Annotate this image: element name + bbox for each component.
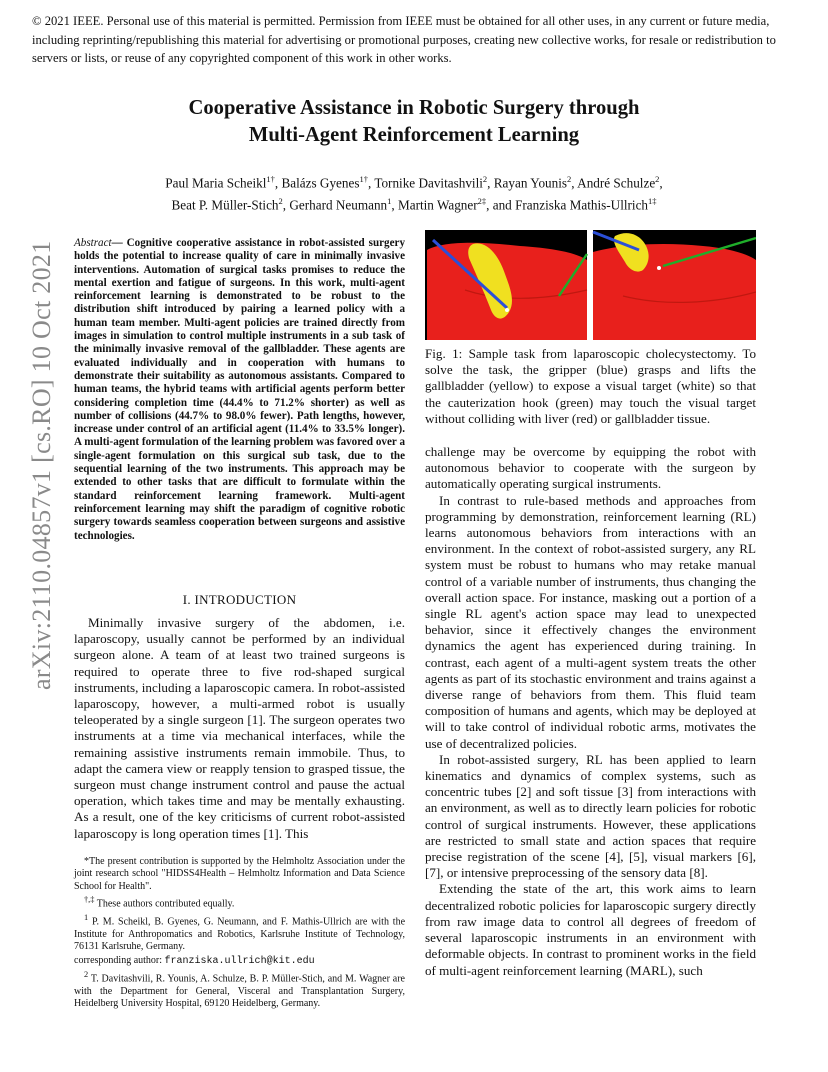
body-paragraph: Extending the state of the art, this work aims to learn decentralized robotic policies for laparoscopic surgery directly from raw image data to control all degrees of freedom of several laparoscopic instruments in an environment with deformable objects. In contrast to prominent works in the field of multi-agent reinforcement learning (MARL), such	[425, 881, 756, 978]
figure-1-images	[425, 230, 756, 340]
author-affiliation-mark: 1†	[359, 174, 368, 184]
author-name: Paul Maria Scheikl	[165, 175, 267, 191]
corresponding-email[interactable]: franziska.ullrich@kit.edu	[164, 955, 315, 967]
paper-title	[80, 95, 748, 149]
author-name: Tornike Davitashvili	[374, 175, 483, 191]
section-heading: I. INTRODUCTION	[182, 592, 297, 607]
body-paragraph: Minimally invasive surgery of the abdomen, i.e. laparoscopy, usually cannot be performed by an individual surgeon alone. A team of at least two trained surgeons is required to operate three to five rod-shaped surgical instruments, including a laparoscopic camera. In robot-assisted laparoscopy, however, a multi-armed robot is usually teleoperated by a single surgeon [1]. The surgeon operates two instruments at a time via mechanical interfaces, while the remaining assistive instruments remain immobile. Thus, to adapt the camera view or reapply tension to grasped tissue, the surgeon must change instrument control and pause the actual operation, which takes time and may be mentally exhausting. As a result, one of the key criticisms of current robot-assisted laparoscopy is long operation times [1]. This	[74, 615, 405, 841]
liver-tissue	[593, 244, 756, 340]
author-name: Franziska Mathis-Ullrich	[515, 197, 649, 213]
author-line-1: Paul Maria Scheikl$^{1\dagger}$, Balázs Gyenes$^{1\dagger}$, Tornike Davitashvili$^2$, Rayan Younis$^2$, André Schulze$^2$,	[165, 174, 663, 191]
visual-target	[657, 266, 661, 270]
intro-left-column	[74, 615, 405, 842]
figure-panel-left	[425, 230, 587, 340]
author-name: Beat P. Müller-Stich	[171, 197, 279, 213]
author-affiliation-mark: 2	[278, 196, 283, 207]
abstract-label: Abstract	[74, 237, 112, 249]
figure-1-caption: Fig. 1: Sample task from laparoscopic cholecystectomy. To solve the task, the gripper (blue) grasps and lifts the gallbladder (yellow) to expose a visual target (white) so that the cauterization hook (green) may touch the visual target without colliding with liver (red) or gallbladder tissue.	[425, 346, 756, 426]
author-affiliation-mark: 2‡	[477, 196, 487, 207]
author-affiliation-mark: 2	[567, 174, 572, 184]
intro-right-column	[425, 444, 756, 979]
footnote-equal-contribution: †,‡ These authors contributed equally.	[84, 895, 235, 910]
arxiv-watermark: arXiv:2110.04857v1 [cs.RO] 10 Oct 2021	[27, 240, 56, 690]
body-paragraph: In robot-assisted surgery, RL has been applied to learn kinematics and dynamics of complex systems, such as concentric tubes [2] and soft tissue [3] from interactions with an environment, as well as to directly learn policies for robotic control of surgical instruments. However, these applications are restricted to small state and action spaces that require precise registration of the scene [4], [5], visual markers [6], [7], or intensive preprocessing of the sensory data [8].	[425, 751, 756, 881]
visual-target	[505, 308, 509, 312]
author-affiliation-mark: 2	[655, 174, 660, 184]
footnote-affiliation-2: $^2$ T. Davitashvili, R. Younis, A. Schulze, B. P. Müller-Stich, and M. Wagner are with the Department for General, Visceral and Transplantation Surgery, Heidelberg University Hospital, 69120 Heidelberg, Germany.	[74, 969, 405, 1010]
author-list	[60, 170, 768, 215]
figure-1-svg	[425, 230, 756, 340]
title-line-1: Cooperative Assistance in Robotic Surgery through	[188, 97, 640, 119]
figure-panel-right	[593, 230, 756, 340]
author-name: Gerhard Neumann	[289, 197, 388, 213]
author-conjunction: and	[492, 197, 512, 213]
footnote-funding: *The present contribution is supported by the Helmholtz Association under the joint research school "HIDSS4Health – Helmholtz Information and Data Science School for Health".	[74, 856, 405, 892]
author-name: Martin Wagner	[398, 197, 478, 213]
author-affiliation-mark: 1‡	[648, 196, 657, 207]
author-line-2: Beat P. Müller-Stich$^2$, Gerhard Neumann$^1$, Martin Wagner$^{2\ddagger}$, and Franziska Mathis-Ullrich$^{1\ddagger}$	[171, 196, 657, 213]
author-affiliation-mark: 2	[482, 174, 488, 184]
body-paragraph: challenge may be overcome by equipping the robot with autonomous behavior to cooperate with the surgeon by automatically operating surgical instruments.	[425, 444, 756, 492]
author-name: Balázs Gyenes	[281, 175, 360, 191]
title-line-2: Multi-Agent Reinforcement Learning	[248, 124, 580, 146]
author-affiliation-mark: 1	[387, 196, 392, 207]
footnote-affiliation-1: $^1$ P. M. Scheikl, B. Gyenes, G. Neumann, and F. Mathis-Ullrich are with the Institute for Anthropomatics and Robotics, Karlsruhe Institute of Technology, 76131 Karlsruhe, Germany.	[74, 912, 406, 953]
author-name: André Schulze	[577, 175, 656, 191]
footnote-corresponding-author: corresponding author: franziska.ullrich@kit.edu	[74, 954, 315, 967]
abstract	[74, 237, 405, 543]
author-name: Rayan Younis	[493, 175, 568, 191]
footnotes	[74, 856, 405, 1011]
body-paragraph: In contrast to rule-based methods and approaches from programming by demonstration, reinforcement learning (RL) learns autonomous behaviors from interactions with an environment. In the context of robot-assisted surgery, any RL system must be robust to humans who may retake manual control of a variable number of instruments, thus changing the overall action space. For instance, masking out a portion of a single RL agent's action space may lead to unexpected behavior, since it effectively changes the environment dynamics the agent has experienced during training. In contrast, each agent of a multi-agent system treats the other agents as part of its stochastic environment and trains against a diverse range of behaviors from them. This fluid team composition of humans and agents, which may be deployed at will to take control of individual robotic arms, motivates the use of decentralized policies.	[425, 492, 756, 751]
author-affiliation-mark: 1†	[266, 174, 275, 184]
abstract-text: — Cognitive cooperative assistance in robot-assisted surgery holds the potential to increase quality of care in minimally invasive interventions. Automation of surgical tasks promises to reduce the mental exertion and fatigue of surgeons. In this work, multi-agent reinforcement learning is demonstrated to be robust to the distribution shift introduced by pairing a learned policy with a human team member. Multi-agent policies are trained directly from images in simulation to control multiple instruments in a sub task of the minimally invasive removal of the gallbladder. These agents are evaluated individually and in cooperation with humans to demonstrate their suitability as autonomous assistants. Compared to human teams, the hybrid teams with artificial agents perform better considering completion time (44.4% to 71.2% shorter) as well as number of collisions (44.7% to 98.0% fewer). Path lengths, however, increase under control of an artificial agent (11.4% to 33.5% longer). A multi-agent formulation of the learning problem was favored over a single-agent formulation on this surgical sub task, due to the sequential learning of the two instruments. This approach may be extended to other tasks that are difficult to formulate within the standard reinforcement learning framework. Multi-agent reinforcement learning may shift the paradigm of cognitive robotic surgery towards seamless cooperation between surgeons and assistive technologies.	[74, 237, 405, 542]
copyright-notice: © 2021 IEEE. Personal use of this material is permitted. Permission from IEEE must be obtained for all other uses, in any current or future media, including reprinting/republishing this material for advertising or promotional purposes, creating new collective works, for resale or redistribution to servers or lists, or reuse of any copyrighted component of this work in other works.	[32, 14, 776, 65]
